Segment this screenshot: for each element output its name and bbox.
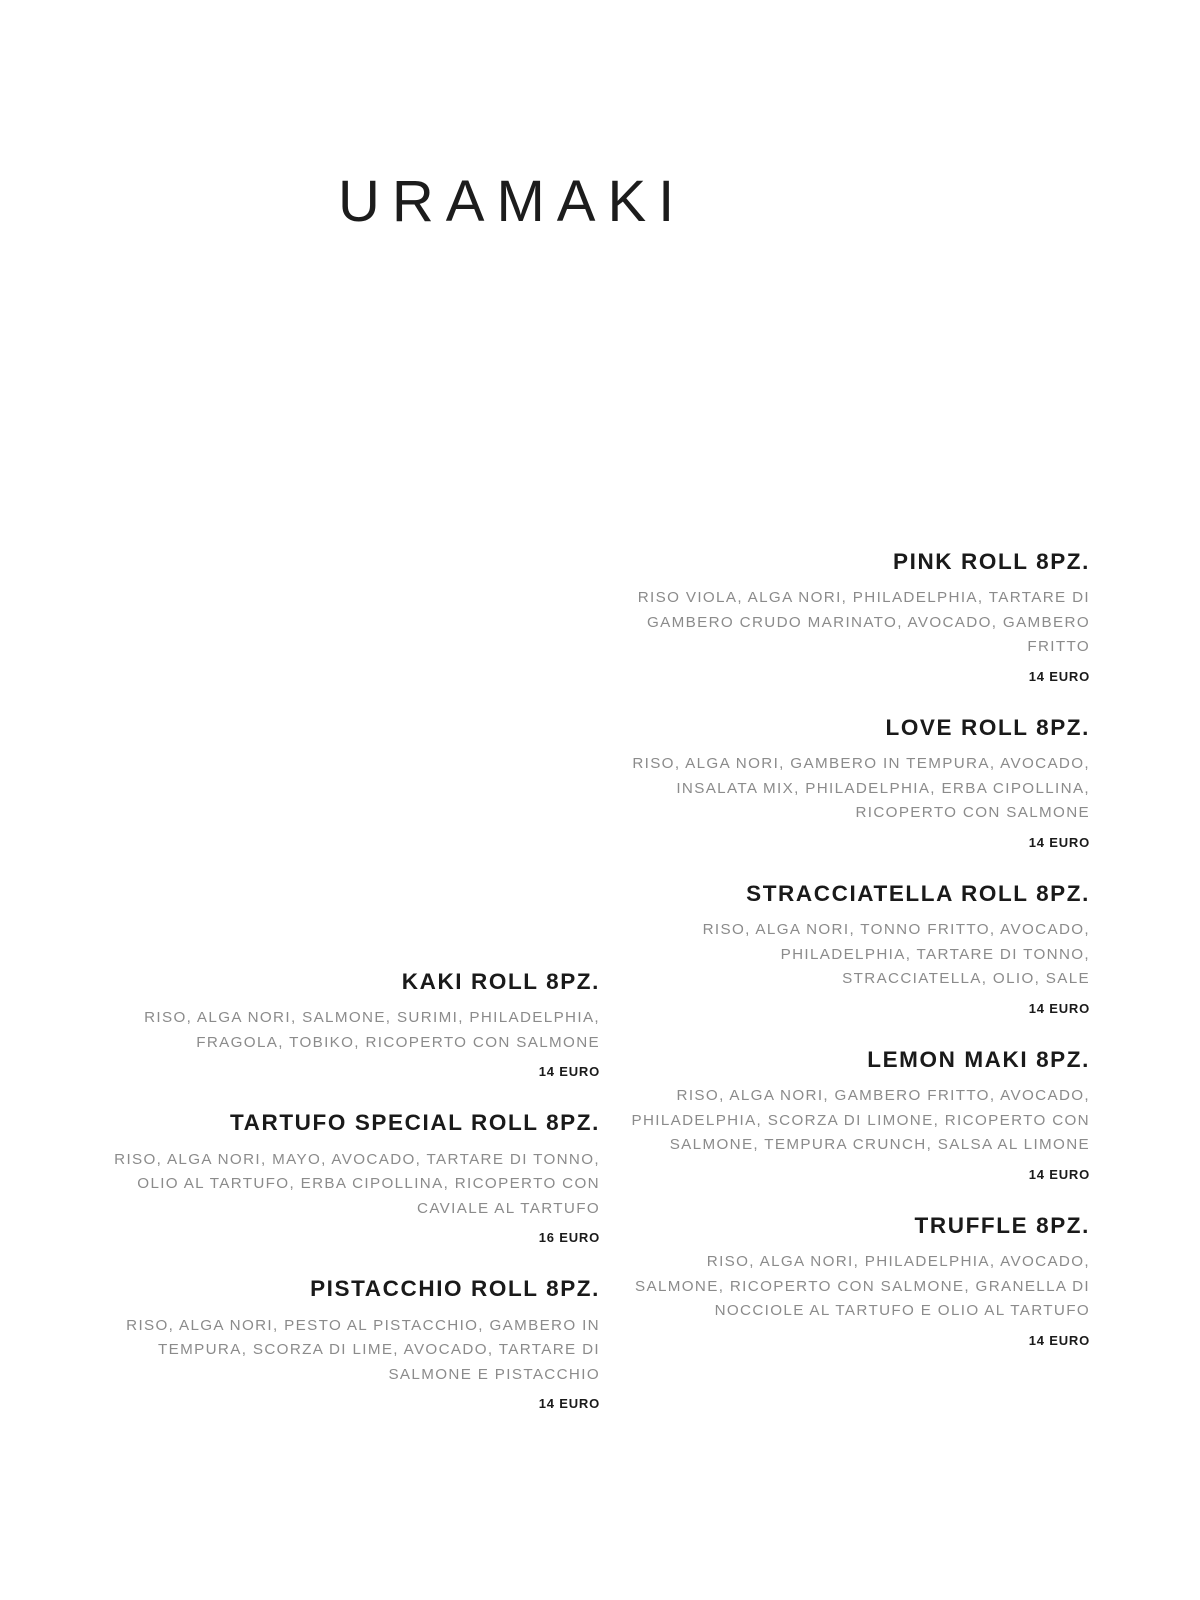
menu-item-name: KAKI ROLL 8PZ.: [401, 969, 600, 994]
menu-item: [630, 1046, 1090, 1182]
menu-item: [110, 968, 600, 1079]
menu-item-price: 14 EURO: [1028, 1001, 1090, 1016]
menu-item-price: 14 EURO: [1028, 1167, 1090, 1182]
menu-column-right: [630, 548, 1090, 1378]
menu-item-name: LOVE ROLL 8PZ.: [885, 715, 1090, 740]
menu-item-name: STRACCIATELLA ROLL 8PZ.: [746, 881, 1090, 906]
menu-item-description: RISO, ALGA NORI, GAMBERO FRITTO, AVOCADO, PHILADELPHIA, SCORZA DI LIMONE, RICOPERTO CON SALMONE, TEMPURA CRUNCH, SALSA AL LIMONE: [631, 1087, 1090, 1154]
menu-item-name: PINK ROLL 8PZ.: [892, 549, 1090, 574]
menu-item-name: TRUFFLE 8PZ.: [914, 1213, 1090, 1238]
menu-item: [630, 880, 1090, 1016]
menu-item-price: 14 EURO: [1028, 669, 1090, 684]
menu-item-name: PISTACCHIO ROLL 8PZ.: [310, 1276, 600, 1302]
menu-item-description: RISO, ALGA NORI, PHILADELPHIA, AVOCADO, SALMONE, RICOPERTO CON SALMONE, GRANELLA DI NOCCIOLE AL TARTUFO E OLIO AL TARTUFO: [635, 1253, 1090, 1320]
menu-item: [630, 548, 1090, 684]
menu-item-description: RISO, ALGA NORI, PESTO AL PISTACCHIO, GAMBERO IN TEMPURA, SCORZA DI LIME, AVOCADO, TARTARE DI SALMONE E PISTACCHIO: [126, 1316, 600, 1383]
page-title: URAMAKI: [338, 168, 687, 234]
menu-item-description: RISO, ALGA NORI, SALMONE, SURIMI, PHILADELPHIA, FRAGOLA, TOBIKO, RICOPERTO CON SALMONE: [144, 1009, 600, 1051]
menu-item-price: 14 EURO: [538, 1396, 600, 1412]
menu-item-description: RISO, ALGA NORI, GAMBERO IN TEMPURA, AVOCADO, INSALATA MIX, PHILADELPHIA, ERBA CIPOLLINA, RICOPERTO CON SALMONE: [632, 755, 1090, 822]
menu-item: [110, 1275, 600, 1411]
menu-item: [110, 1109, 600, 1245]
menu-item-price: 14 EURO: [1028, 835, 1090, 850]
menu-item-description: RISO, ALGA NORI, TONNO FRITTO, AVOCADO, PHILADELPHIA, TARTARE DI TONNO, STRACCIATELLA, OLIO, SALE: [702, 921, 1090, 988]
menu-item: [630, 1212, 1090, 1348]
menu-item-description: RISO, ALGA NORI, MAYO, AVOCADO, TARTARE DI TONNO, OLIO AL TARTUFO, ERBA CIPOLLINA, RICOPERTO CON CAVIALE AL TARTUFO: [114, 1150, 600, 1217]
menu-item-name: TARTUFO SPECIAL ROLL 8PZ.: [229, 1110, 600, 1136]
menu-item: [630, 714, 1090, 850]
menu-item-price: 14 EURO: [1028, 1333, 1090, 1348]
menu-item-price: 16 EURO: [538, 1230, 600, 1246]
menu-column-left: [110, 968, 600, 1441]
menu-item-description: RISO VIOLA, ALGA NORI, PHILADELPHIA, TARTARE DI GAMBERO CRUDO MARINATO, AVOCADO, GAMBERO FRITTO: [637, 589, 1090, 656]
menu-item-price: 14 EURO: [538, 1064, 600, 1080]
menu-item-name: LEMON MAKI 8PZ.: [867, 1047, 1090, 1072]
